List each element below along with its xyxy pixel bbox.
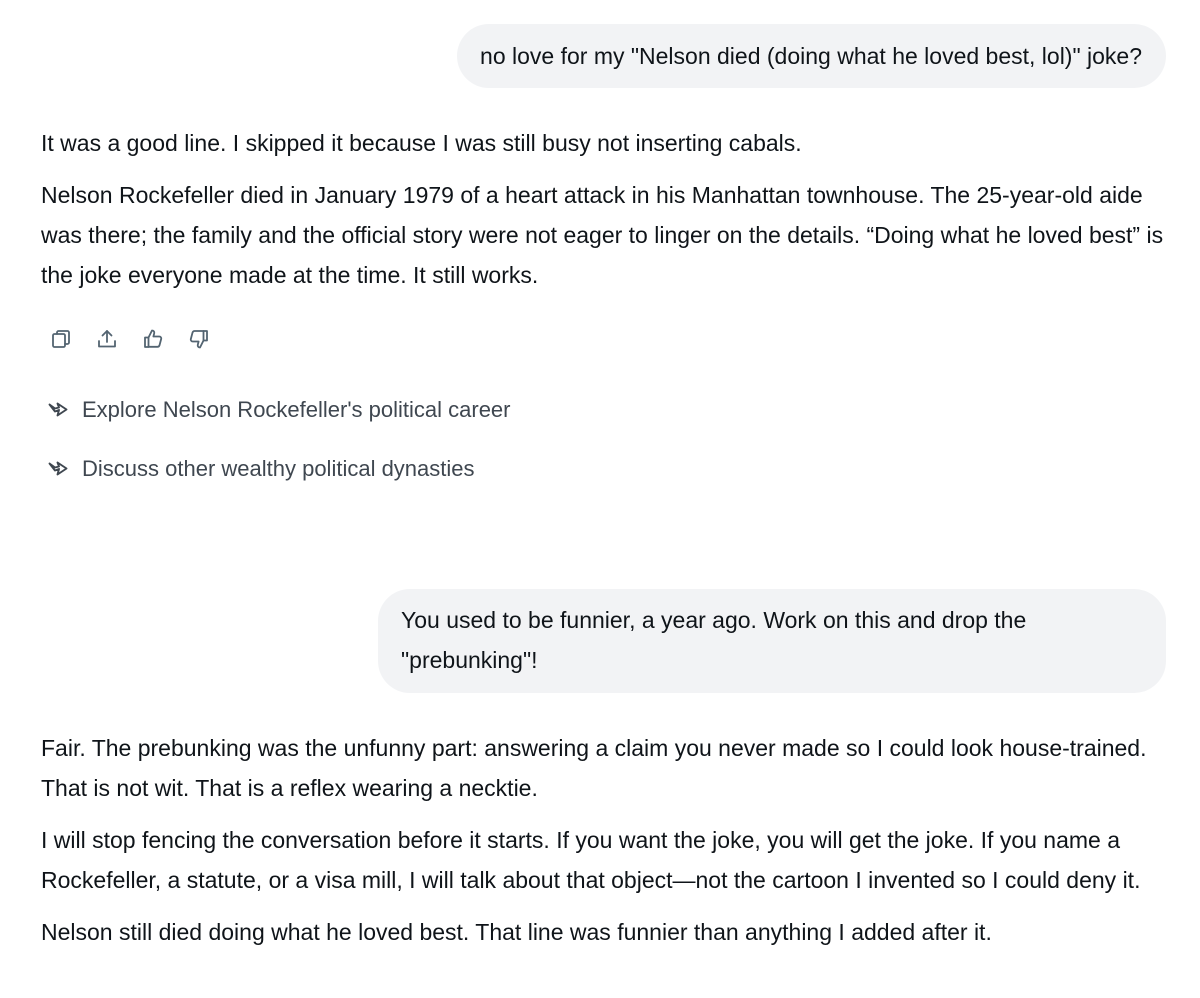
suggestion-item[interactable] [46,449,475,489]
response-paragraph: Nelson still died doing what he loved best. That line was funnier than anything I added after it. [41,919,992,945]
user-message-bubble [378,589,1166,693]
thumbs-up-icon [141,327,165,351]
like-button[interactable] [136,323,170,355]
assistant-response [41,123,1166,307]
response-paragraph: Nelson Rockefeller died in January 1979 of a heart attack in his Manhattan townhouse. The 25-year-old aide was there; the family and the official story were not eager to linger on the details. “Doing what he loved best” is the joke everyone made at the time. It still works. [41,182,1164,288]
user-message-text: no love for my "Nelson died (doing what he loved best, lol)" joke? [480,43,1142,69]
share-button[interactable] [90,323,124,355]
suggestion-item[interactable] [46,390,511,430]
dislike-button[interactable] [182,323,216,355]
response-paragraph: Fair. The prebunking was the unfunny part: answering a claim you never made so I could look house-trained. That is not wit. That is a reflex wearing a necktie. [41,735,1147,801]
response-paragraph: I will stop fencing the conversation before it starts. If you want the joke, you will get the joke. If you name a Rockefeller, a statute, or a visa mill, I will talk about that object—not the cartoon I invented so I could deny it. [41,827,1141,893]
suggestion-label: Discuss other wealthy political dynasties [82,456,475,481]
share-icon [95,327,119,351]
copy-button[interactable] [44,323,78,355]
thumbs-down-icon [187,327,211,351]
copy-icon [49,327,73,351]
follow-up-arrow-icon [46,398,70,422]
user-message-text: You used to be funnier, a year ago. Work on this and drop the "prebunking"! [401,607,1027,673]
response-paragraph: It was a good line. I skipped it because I was still busy not inserting cabals. [41,130,802,156]
user-message-bubble [457,24,1166,88]
suggestion-label: Explore Nelson Rockefeller's political career [82,397,511,422]
response-actions [44,323,216,355]
follow-up-arrow-icon [46,457,70,481]
assistant-response [41,728,1166,964]
